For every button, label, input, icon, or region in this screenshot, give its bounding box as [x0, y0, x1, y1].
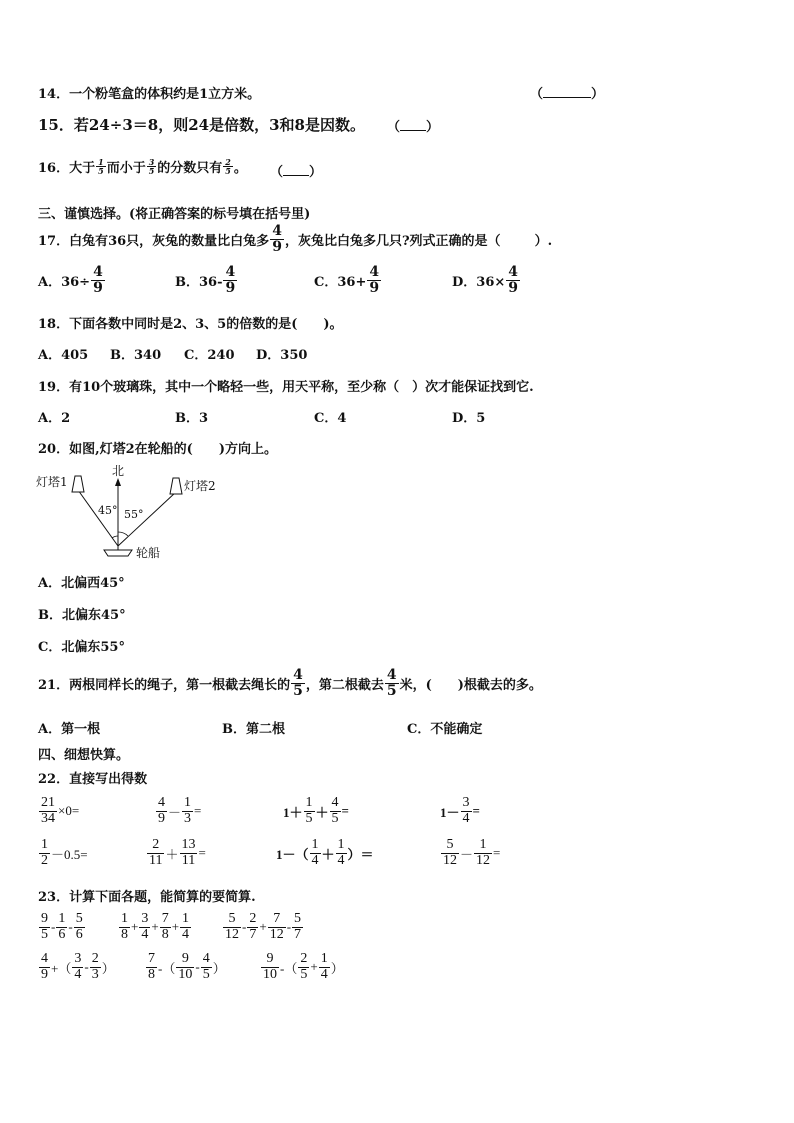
question-number: 21． — [38, 677, 70, 693]
tower-1-label: 灯塔1 — [36, 475, 68, 489]
angle-arc-45 — [112, 536, 118, 538]
question-number: 17． — [38, 233, 70, 249]
option-a[interactable]: A．北偏西45° — [38, 576, 125, 591]
answer-blank[interactable]: （ ） — [530, 87, 605, 102]
question-text: 一个粉笔盒的体积约是1立方米。 — [69, 87, 261, 102]
fraction: 1 8 — [121, 911, 128, 942]
fraction: 3 5 — [148, 156, 155, 176]
ship-label: 轮船 — [136, 546, 161, 560]
question-22 — [38, 768, 147, 787]
expression: 7 8 -（ 9 10 - 4 5 ） — [148, 951, 226, 982]
expression: 4 9 +（ 3 4 - 2 3 ） — [41, 951, 115, 982]
fraction: 1 4 — [311, 837, 319, 868]
fraction: $\frac{4}{9}$ — [508, 264, 519, 296]
fraction: $\frac{1}{4}$ — [320, 951, 328, 982]
question-16: 16． 大于 1 5 而小于 3 5 的分数只有 2 5 。 — [38, 156, 247, 176]
expression: 5 12 - 2 7 + $\frac{7}{12}$ - 5 7 — [225, 911, 302, 942]
fraction: $\frac{1}{3}$ — [184, 795, 192, 826]
fraction: 7 8 — [148, 951, 155, 982]
expression: 1－ $\frac{3}{4}$ = — [440, 795, 480, 826]
fraction: 4 9 — [158, 795, 165, 826]
expression: 5 12 － $\frac{1}{12}$ = — [443, 837, 501, 868]
tower-2-icon — [170, 478, 182, 494]
option-b[interactable]: B．340 — [110, 348, 162, 363]
lighthouse-diagram — [36, 462, 226, 562]
fraction: 2 5 — [300, 951, 308, 982]
expression: 4 9 － $\frac{1}{3}$ = — [158, 795, 202, 826]
fraction: 1 5 — [305, 795, 313, 826]
option-b[interactable]: B．第二根 — [222, 722, 285, 737]
question-17: 17． 白兔有36只，灰兔的数量比白兔多 4 9 ，灰兔比白兔多几只?列式正确的是（ ）. — [38, 223, 553, 255]
fraction: 9 10 — [178, 951, 193, 982]
option-b[interactable]: B．36- 4 9 — [175, 264, 236, 296]
fraction: 4 5 — [202, 951, 210, 982]
fraction: 2 7 — [249, 911, 257, 942]
question-number: 19． — [38, 380, 70, 395]
question-14 — [38, 83, 260, 102]
option-a[interactable]: A．第一根 — [38, 722, 101, 737]
question-text: 直接写出得数 — [69, 772, 148, 787]
fraction: $\frac{4}{5}$ — [331, 795, 339, 826]
question-number: 22． — [38, 772, 70, 787]
section-heading: 四、细想快算。 — [38, 748, 130, 763]
fraction: 1 2 — [41, 837, 48, 868]
question-number: 14． — [38, 87, 70, 102]
section-heading: 三、谨慎选择。(将正确答案的标号填在括号里) — [38, 207, 311, 222]
option-c[interactable]: C．4 — [314, 411, 347, 426]
fraction: 4 5 — [293, 667, 303, 699]
fraction: 4 9 — [272, 223, 282, 255]
fraction: $\frac{7}{8}$ — [161, 911, 169, 942]
question-15 — [38, 114, 365, 135]
expression: $\frac{21}{34}$ ×0= — [41, 795, 80, 826]
angle-label-55: 55° — [124, 508, 144, 521]
option-a[interactable]: A．36÷ $\frac{4}{9}$ — [38, 264, 103, 296]
question-text: 如图,灯塔2在轮船的( )方向上。 — [69, 442, 277, 457]
fraction: 5 12 — [225, 911, 239, 942]
question-18 — [38, 313, 343, 332]
option-a[interactable]: A．2 — [38, 411, 71, 426]
fraction: 5 6 — [75, 911, 83, 942]
expression: 9 10 -（ 2 5 + $\frac{1}{4}$ ） — [263, 951, 344, 982]
question-text: 有10个玻璃珠，其中一个略轻一些，用天平称，至少称（ ）次才能保证找到它. — [69, 380, 534, 395]
option-d[interactable]: D．350 — [256, 348, 308, 363]
fraction: 5 12 — [443, 837, 457, 868]
fraction: 3 4 — [74, 951, 82, 982]
fraction: $\frac{21}{34}$ — [41, 795, 55, 826]
question-text: 若24÷3＝8，则24是倍数，3和8是因数。 — [73, 116, 365, 134]
option-c[interactable]: C．36+ $\frac{4}{9}$ — [314, 264, 380, 296]
question-21: 21． 两根同样长的绳子，第一根截去绳长的 4 5 ，第二根截去 4 5 米，( )根截去的多。 — [38, 667, 542, 699]
option-c[interactable]: C．不能确定 — [407, 722, 483, 737]
question-19 — [38, 376, 534, 395]
fraction: $\frac{4}{9}$ — [93, 264, 103, 296]
question-number: 15． — [38, 116, 74, 134]
north-arrow-icon — [115, 478, 121, 486]
fraction: 4 5 — [386, 667, 397, 699]
fraction: 2 5 — [225, 156, 231, 176]
option-c[interactable]: C．240 — [184, 348, 235, 363]
fraction: $\frac{4}{9}$ — [369, 264, 380, 296]
fraction: 1 5 — [98, 156, 104, 176]
option-b[interactable]: B．北偏东45° — [38, 608, 126, 623]
fraction: $\frac{3}{4}$ — [141, 911, 149, 942]
fraction: 5 7 — [294, 911, 302, 942]
question-20 — [38, 438, 277, 457]
fraction: 9 10 — [263, 951, 277, 982]
north-label: 北 — [112, 464, 125, 478]
question-number: 23． — [38, 890, 70, 905]
expression: 1－（ 1 4 ＋ 1 4 ）＝ — [276, 837, 374, 868]
option-d[interactable]: D．5 — [452, 411, 486, 426]
fraction: 1 6 — [58, 911, 66, 942]
angle-label-45: 45° — [98, 504, 118, 517]
option-c[interactable]: C．北偏东55° — [38, 640, 125, 655]
expression: 9 5 - 1 6 - 5 6 — [41, 911, 83, 942]
question-number: 18． — [38, 317, 70, 332]
question-text: 下面各数中同时是2、3、5的倍数的是( )。 — [69, 317, 343, 332]
tower-2-label: 灯塔2 — [184, 479, 216, 493]
question-23 — [38, 886, 256, 905]
question-number: 20． — [38, 442, 70, 457]
fraction: $\frac{13}{11}$ — [181, 837, 196, 868]
expression: 1＋ 1 5 ＋ $\frac{4}{5}$ = — [283, 795, 349, 826]
option-d[interactable]: D．36× $\frac{4}{9}$ — [452, 264, 519, 296]
option-b[interactable]: B．3 — [175, 411, 209, 426]
angle-arc-55 — [118, 532, 128, 536]
fraction: 2 3 — [91, 951, 99, 982]
fraction: 9 5 — [41, 911, 48, 942]
answer-blank[interactable]: （ ） — [270, 165, 323, 180]
fraction: 1 4 — [337, 837, 345, 868]
fraction: 2 11 — [149, 837, 163, 868]
question-number: 16． — [38, 161, 70, 176]
fraction: 4 9 — [225, 264, 236, 296]
fraction: 4 9 — [41, 951, 48, 982]
fraction: $\frac{1}{4}$ — [182, 911, 190, 942]
answer-blank[interactable]: （ ） — [387, 120, 440, 135]
expression: 2 11 ＋ $\frac{13}{11}$ = — [149, 837, 206, 868]
ship-icon — [104, 550, 132, 556]
expression: 1 8 + $\frac{3}{4}$ + $\frac{7}{8}$ + $\frac{1}{4}$ — [121, 911, 190, 942]
option-a[interactable]: A．405 — [38, 348, 89, 363]
fraction: $\frac{7}{12}$ — [269, 911, 284, 942]
tower-1-icon — [72, 476, 84, 492]
fraction: $\frac{3}{4}$ — [462, 795, 470, 826]
expression: 1 2 －0.5= — [41, 837, 88, 868]
question-text: 计算下面各题，能简算的要简算. — [69, 890, 256, 905]
fraction: $\frac{1}{12}$ — [476, 837, 491, 868]
